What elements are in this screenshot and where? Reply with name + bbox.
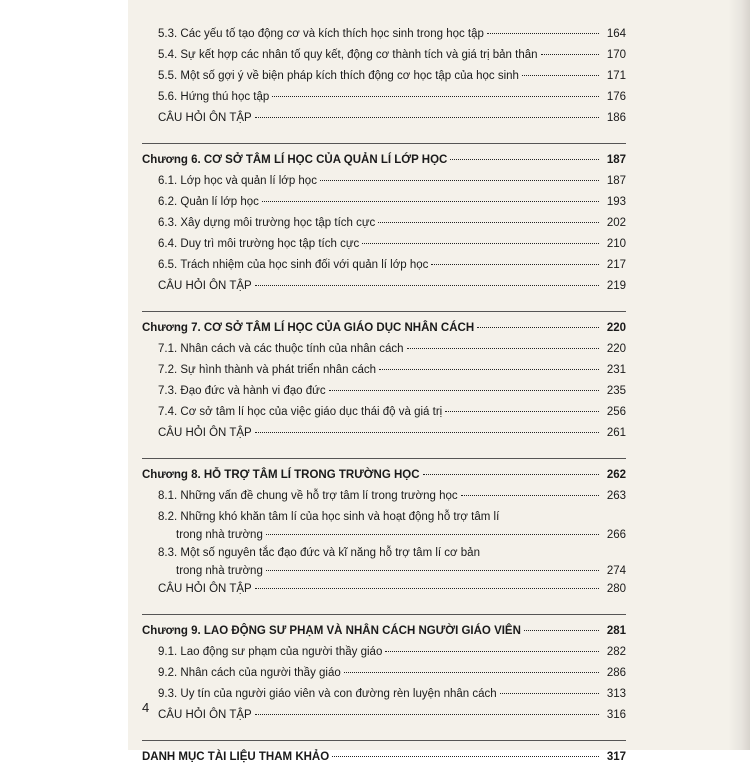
toc-entry-7-2 <box>142 364 626 385</box>
toc-chapter-7 <box>142 322 626 343</box>
dot-leader <box>255 714 599 715</box>
entry-number: 8.2. <box>158 511 178 523</box>
toc-chapter-8 <box>142 469 626 490</box>
chapter-heading: Chương 9. LAO ĐỘNG SƯ PHẠM VÀ NHÂN CÁCH NGƯỜI GIÁO VIÊN <box>142 625 521 637</box>
entry-page: 317 <box>606 751 626 763</box>
chapter-heading: DANH MỤC TÀI LIỆU THAM KHẢO <box>142 751 330 763</box>
toc-chapter-6 <box>142 154 626 175</box>
entry-page: 170 <box>606 49 626 61</box>
dot-leader <box>541 54 599 55</box>
dot-leader <box>362 243 599 244</box>
entry-title: Sự hình thành và phát triển nhân cách <box>180 364 377 376</box>
entry-page: 261 <box>606 427 626 439</box>
entry-number: 9.3. <box>158 688 178 700</box>
dot-leader <box>524 630 599 631</box>
toc-entry-5-3 <box>142 28 626 49</box>
dot-leader <box>487 33 599 34</box>
entry-page: 286 <box>606 667 626 679</box>
dot-leader <box>332 756 599 757</box>
entry-title: Xây dựng môi trường học tập tích cực <box>180 217 376 229</box>
entry-title: Một số gợi ý về biện pháp kích thích động cơ học tập của học sinh <box>180 70 519 82</box>
page-number: 4 <box>142 700 150 715</box>
toc-review-7 <box>142 427 626 448</box>
page-edge-shadow <box>728 0 750 750</box>
dot-leader <box>407 348 599 349</box>
entry-number: 8.3. <box>158 547 178 559</box>
toc-references <box>142 751 626 772</box>
dot-leader <box>329 390 599 391</box>
entry-title: Đạo đức và hành vi đạo đức <box>180 385 326 397</box>
entry-title: CÂU HỎI ÔN TẬP <box>158 427 252 439</box>
toc-entry-8-2-continued <box>142 529 626 547</box>
toc-entry-5-4 <box>142 49 626 70</box>
entry-page: 164 <box>606 28 626 40</box>
entry-page: 193 <box>606 196 626 208</box>
entry-page: 263 <box>606 490 626 502</box>
chapter-heading: Chương 7. CƠ SỞ TÂM LÍ HỌC CỦA GIÁO DỤC NHÂN CÁCH <box>142 322 475 334</box>
entry-title: Những khó khăn tâm lí của học sinh và hoạt động hỗ trợ tâm lí <box>180 511 500 523</box>
divider <box>142 614 626 615</box>
entry-page: 281 <box>606 625 626 637</box>
dot-leader <box>272 96 599 97</box>
entry-page: 235 <box>606 385 626 397</box>
entry-title-continued: trong nhà trường <box>176 565 263 577</box>
entry-number: 6.2. <box>158 196 178 208</box>
dot-leader <box>445 411 599 412</box>
entry-page: 202 <box>606 217 626 229</box>
entry-title: Quản lí lớp học <box>180 196 259 208</box>
dot-leader <box>255 285 599 286</box>
toc-entry-7-4 <box>142 406 626 427</box>
entry-page: 266 <box>606 529 626 541</box>
toc-entry-8-3-continued <box>142 565 626 583</box>
entry-page: 171 <box>606 70 626 82</box>
entry-number: 9.2. <box>158 667 178 679</box>
toc-entry-9-1 <box>142 646 626 667</box>
entry-number: 6.5. <box>158 259 178 271</box>
toc-entry-6-1 <box>142 175 626 196</box>
toc-entry-8-3 <box>142 547 626 565</box>
toc-entry-6-3 <box>142 217 626 238</box>
entry-number: 6.3. <box>158 217 178 229</box>
entry-number: 6.4. <box>158 238 178 250</box>
entry-number: 7.2. <box>158 364 178 376</box>
toc-entry-6-5 <box>142 259 626 280</box>
chapter-heading: Chương 6. CƠ SỞ TÂM LÍ HỌC CỦA QUẢN LÍ LỚP HỌC <box>142 154 448 166</box>
entry-title-continued: trong nhà trường <box>176 529 263 541</box>
entry-page: 210 <box>606 238 626 250</box>
entry-page: 187 <box>606 154 626 166</box>
dot-leader <box>344 672 599 673</box>
dot-leader <box>266 570 599 571</box>
entry-page: 217 <box>606 259 626 271</box>
entry-number: 7.1. <box>158 343 178 355</box>
entry-title: CÂU HỎI ÔN TẬP <box>158 112 252 124</box>
entry-page: 220 <box>606 322 626 334</box>
entry-number: 9.1. <box>158 646 178 658</box>
entry-page: 220 <box>606 343 626 355</box>
entry-page: 219 <box>606 280 626 292</box>
entry-number: 5.6. <box>158 91 178 103</box>
entry-page: 262 <box>606 469 626 481</box>
entry-title: Nhân cách của người thầy giáo <box>180 667 341 679</box>
entry-page: 280 <box>606 583 626 595</box>
dot-leader <box>320 180 599 181</box>
toc-entry-8-1 <box>142 490 626 511</box>
entry-number: 5.3. <box>158 28 178 40</box>
entry-page: 231 <box>606 364 626 376</box>
toc-chapter-9 <box>142 625 626 646</box>
toc-entry-9-3 <box>142 688 626 709</box>
entry-title: CÂU HỎI ÔN TẬP <box>158 583 252 595</box>
entry-title: CÂU HỎI ÔN TẬP <box>158 709 252 721</box>
toc-review-9 <box>142 709 626 730</box>
toc-entry-7-1 <box>142 343 626 364</box>
dot-leader <box>255 117 599 118</box>
entry-title: Lớp học và quản lí lớp học <box>180 175 317 187</box>
toc-review-5 <box>142 112 626 133</box>
toc-review-6 <box>142 280 626 301</box>
table-of-contents <box>142 28 626 772</box>
dot-leader <box>500 693 599 694</box>
entry-number: 7.3. <box>158 385 178 397</box>
entry-page: 274 <box>606 565 626 577</box>
toc-review-8 <box>142 583 626 604</box>
toc-entry-7-3 <box>142 385 626 406</box>
entry-page: 256 <box>606 406 626 418</box>
dot-leader <box>522 75 599 76</box>
dot-leader <box>262 201 599 202</box>
toc-entry-5-5 <box>142 70 626 91</box>
divider <box>142 740 626 741</box>
divider <box>142 143 626 144</box>
entry-page: 186 <box>606 112 626 124</box>
toc-entry-8-2 <box>142 511 626 529</box>
dot-leader <box>255 432 599 433</box>
entry-title: Những vấn đề chung về hỗ trợ tâm lí trong trường học <box>180 490 458 502</box>
toc-entry-9-2 <box>142 667 626 688</box>
entry-title: Một số nguyên tắc đạo đức và kĩ năng hỗ trợ tâm lí cơ bản <box>180 547 480 559</box>
dot-leader <box>477 327 599 328</box>
entry-number: 6.1. <box>158 175 178 187</box>
entry-title: Trách nhiệm của học sinh đối với quản lí lớp học <box>180 259 429 271</box>
entry-title: Nhân cách và các thuộc tính của nhân cách <box>180 343 404 355</box>
dot-leader <box>423 474 599 475</box>
toc-entry-6-2 <box>142 196 626 217</box>
dot-leader <box>461 495 599 496</box>
dot-leader <box>450 159 599 160</box>
entry-title: CÂU HỎI ÔN TẬP <box>158 280 252 292</box>
dot-leader <box>385 651 599 652</box>
entry-page: 316 <box>606 709 626 721</box>
dot-leader <box>255 588 599 589</box>
entry-page: 176 <box>606 91 626 103</box>
entry-title: Các yếu tố tạo động cơ và kích thích học sinh trong học tập <box>180 28 484 40</box>
entry-page: 282 <box>606 646 626 658</box>
entry-title: Sự kết hợp các nhân tố quy kết, động cơ thành tích và giá trị bản thân <box>180 49 538 61</box>
entry-number: 5.5. <box>158 70 178 82</box>
book-page <box>128 0 750 763</box>
entry-title: Lao động sư phạm của người thầy giáo <box>180 646 383 658</box>
entry-number: 7.4. <box>158 406 178 418</box>
toc-entry-5-6 <box>142 91 626 112</box>
divider <box>142 311 626 312</box>
entry-title: Hứng thú học tập <box>180 91 270 103</box>
toc-entry-6-4 <box>142 238 626 259</box>
divider <box>142 458 626 459</box>
entry-number: 8.1. <box>158 490 178 502</box>
dot-leader <box>266 534 599 535</box>
entry-title: Duy trì môi trường học tập tích cực <box>180 238 360 250</box>
entry-title: Uy tín của người giáo viên và con đường rèn luyện nhân cách <box>180 688 497 700</box>
dot-leader <box>378 222 599 223</box>
chapter-heading: Chương 8. HỖ TRỢ TÂM LÍ TRONG TRƯỜNG HỌC <box>142 469 420 481</box>
entry-page: 187 <box>606 175 626 187</box>
entry-number: 5.4. <box>158 49 178 61</box>
entry-page: 313 <box>606 688 626 700</box>
dot-leader <box>379 369 599 370</box>
entry-title: Cơ sở tâm lí học của việc giáo dục thái độ và giá trị <box>180 406 443 418</box>
dot-leader <box>431 264 599 265</box>
